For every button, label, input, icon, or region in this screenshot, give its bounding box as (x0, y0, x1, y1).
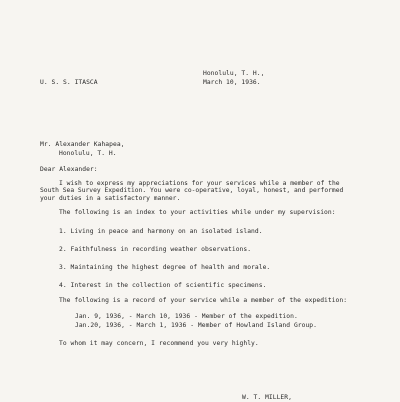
list-item: 4. Interest in the collection of scientific specimens. (59, 282, 267, 289)
record-line: Jan. 9, 1936, - March 10, 1936 - Member of the expedition. (75, 313, 298, 320)
letter-place: Honolulu, T. H., (203, 70, 265, 77)
closing-line: To whom it may concern, I recommend you very highly. (59, 340, 259, 347)
list-item: 2. Faithfulness in recording weather observations. (59, 246, 252, 253)
list-item: 3. Maintaining the highest degree of health and morale. (59, 264, 271, 271)
signature-name: W. T. MILLER, (242, 394, 292, 401)
recipient-city: Honolulu, T. H. (59, 150, 117, 157)
paragraph-line: I wish to express my appreciations for your services while a member of the (59, 180, 340, 187)
vessel-name: U. S. S. ITASCA (40, 79, 98, 86)
paragraph-line: South Sea Survey Expedition. You were co-operative, loyal, honest, and performed (40, 187, 344, 195)
record-intro: The following is a record of your service while a member of the expedition: (59, 297, 348, 304)
letter-date: March 10, 1936. (203, 79, 261, 86)
index-intro: The following is an index to your activities while under my supervision: (59, 209, 336, 216)
body-paragraph (40, 180, 379, 202)
record-line: Jan.20, 1936, - March 1, 1936 - Member of Howland Island Group. (75, 322, 317, 329)
paragraph-line: your duties in a satisfactory manner. (40, 194, 181, 202)
recipient-name: Mr. Alexander Kahapea, (40, 141, 125, 148)
salutation: Dear Alexander: (40, 166, 98, 173)
list-item: 1. Living in peace and harmony on an isolated island. (59, 228, 263, 235)
